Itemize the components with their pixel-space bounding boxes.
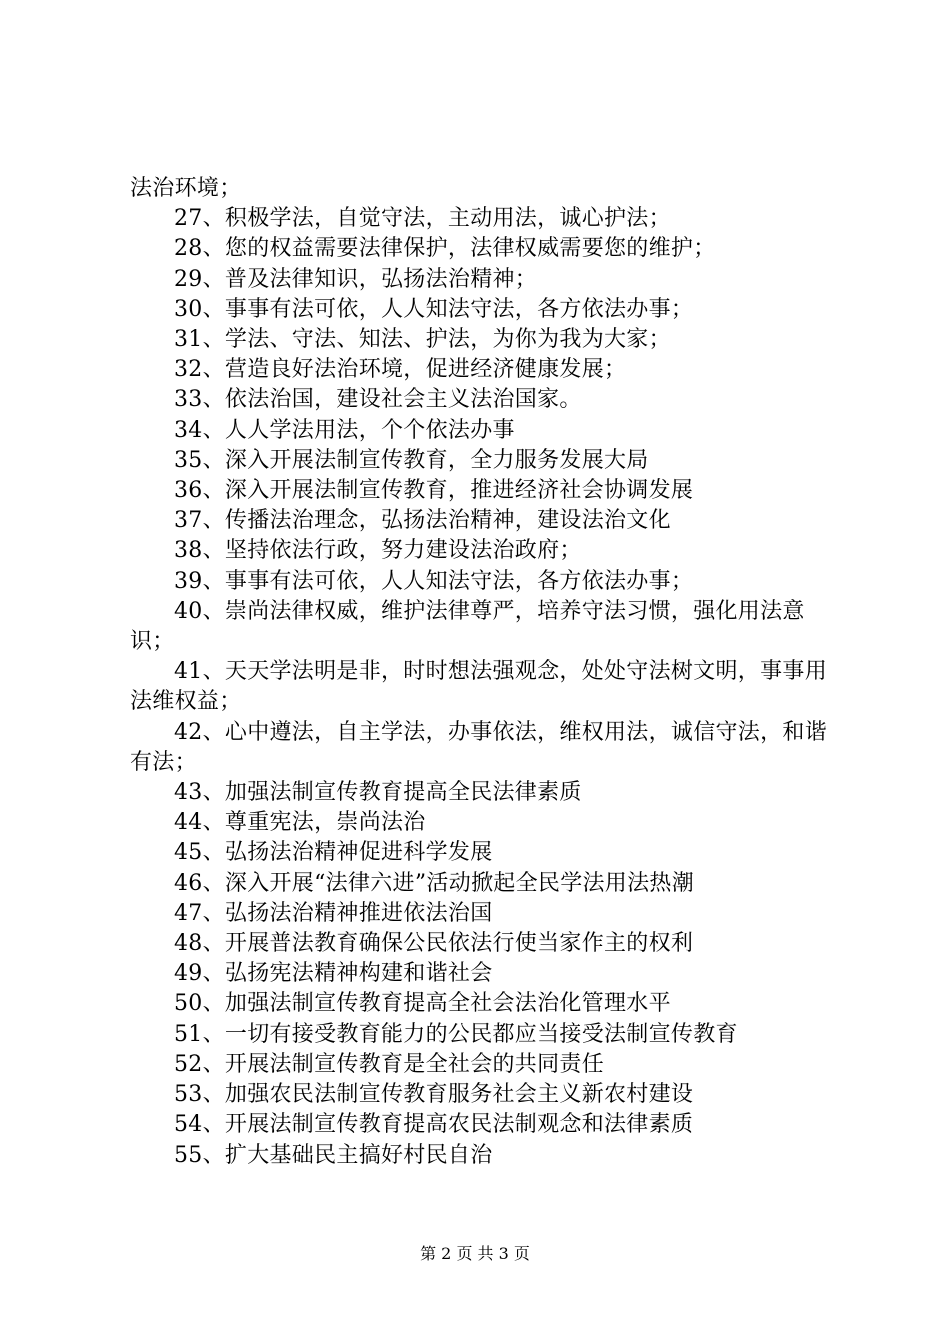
slogan-paragraph: 法治环境； (130, 176, 242, 201)
slogan-paragraph: 45、弘扬法治精神促进科学发展 (174, 840, 493, 866)
slogan-paragraph: 38、坚持依法行政，努力建设法治政府； (174, 538, 582, 564)
slogan-paragraph: 46、深入开展“法律六进”活动掀起全民学法用法热潮 (174, 870, 694, 896)
slogan-paragraph: 31、学法、守法、知法、护法，为你为我为大家； (174, 327, 671, 353)
slogan-paragraph: 39、事事有法可依，人人知法守法，各方依法办事； (174, 568, 694, 594)
slogan-paragraph: 42、心中遵法，自主学法，办事依法，维权用法，诚信守法，和谐有法； (130, 719, 827, 775)
slogan-paragraph: 27、积极学法，自觉守法，主动用法，诚心护法； (174, 206, 671, 232)
document-body (130, 174, 830, 1171)
slogan-paragraph: 43、加强法制宣传教育提高全民法律素质 (174, 780, 582, 806)
slogan-paragraph: 37、传播法治理念，弘扬法治精神，建设法治文化 (174, 508, 671, 534)
slogan-paragraph: 33、依法治国，建设社会主义法治国家。 (174, 387, 582, 413)
slogan-paragraph: 55、扩大基础民主搞好村民自治 (174, 1142, 493, 1168)
slogan-paragraph: 34、人人学法用法，个个依法办事 (174, 417, 515, 443)
slogan-paragraph: 50、加强法制宣传教育提高全社会法治化管理水平 (174, 991, 671, 1017)
slogan-paragraph: 44、尊重宪法，崇尚法治 (174, 810, 426, 836)
slogan-paragraph: 48、开展普法教育确保公民依法行使当家作主的权利 (174, 931, 694, 957)
slogan-paragraph: 49、弘扬宪法精神构建和谐社会 (174, 961, 493, 987)
slogan-paragraph: 29、普及法律知识，弘扬法治精神； (174, 266, 538, 292)
slogan-paragraph: 52、开展法制宣传教育是全社会的共同责任 (174, 1051, 604, 1077)
slogan-paragraph: 41、天天学法明是非，时时想法强观念，处处守法树文明，事事用法维权益； (130, 659, 827, 715)
slogan-paragraph: 53、加强农民法制宣传教育服务社会主义新农村建设 (174, 1082, 694, 1108)
slogan-paragraph: 54、开展法制宣传教育提高农民法制观念和法律素质 (174, 1112, 694, 1138)
slogan-paragraph: 40、崇尚法律权威，维护法律尊严，培养守法习惯，强化用法意识； (130, 598, 805, 655)
slogan-paragraph: 51、一切有接受教育能力的公民都应当接受法制宣传教育 (174, 1021, 738, 1047)
slogan-paragraph: 36、深入开展法制宣传教育，推进经济社会协调发展 (174, 478, 694, 504)
slogan-paragraph: 35、深入开展法制宣传教育，全力服务发展大局 (174, 447, 649, 473)
slogan-paragraph: 30、事事有法可依，人人知法守法，各方依法办事； (174, 296, 694, 322)
page-footer: 第 2 页 共 3 页 (420, 1244, 530, 1263)
slogan-paragraph: 28、您的权益需要法律保护，法律权威需要您的维护； (174, 236, 716, 262)
slogan-paragraph: 32、营造良好法治环境，促进经济健康发展； (174, 357, 627, 383)
slogan-paragraph: 47、弘扬法治精神推进依法治国 (174, 900, 493, 926)
